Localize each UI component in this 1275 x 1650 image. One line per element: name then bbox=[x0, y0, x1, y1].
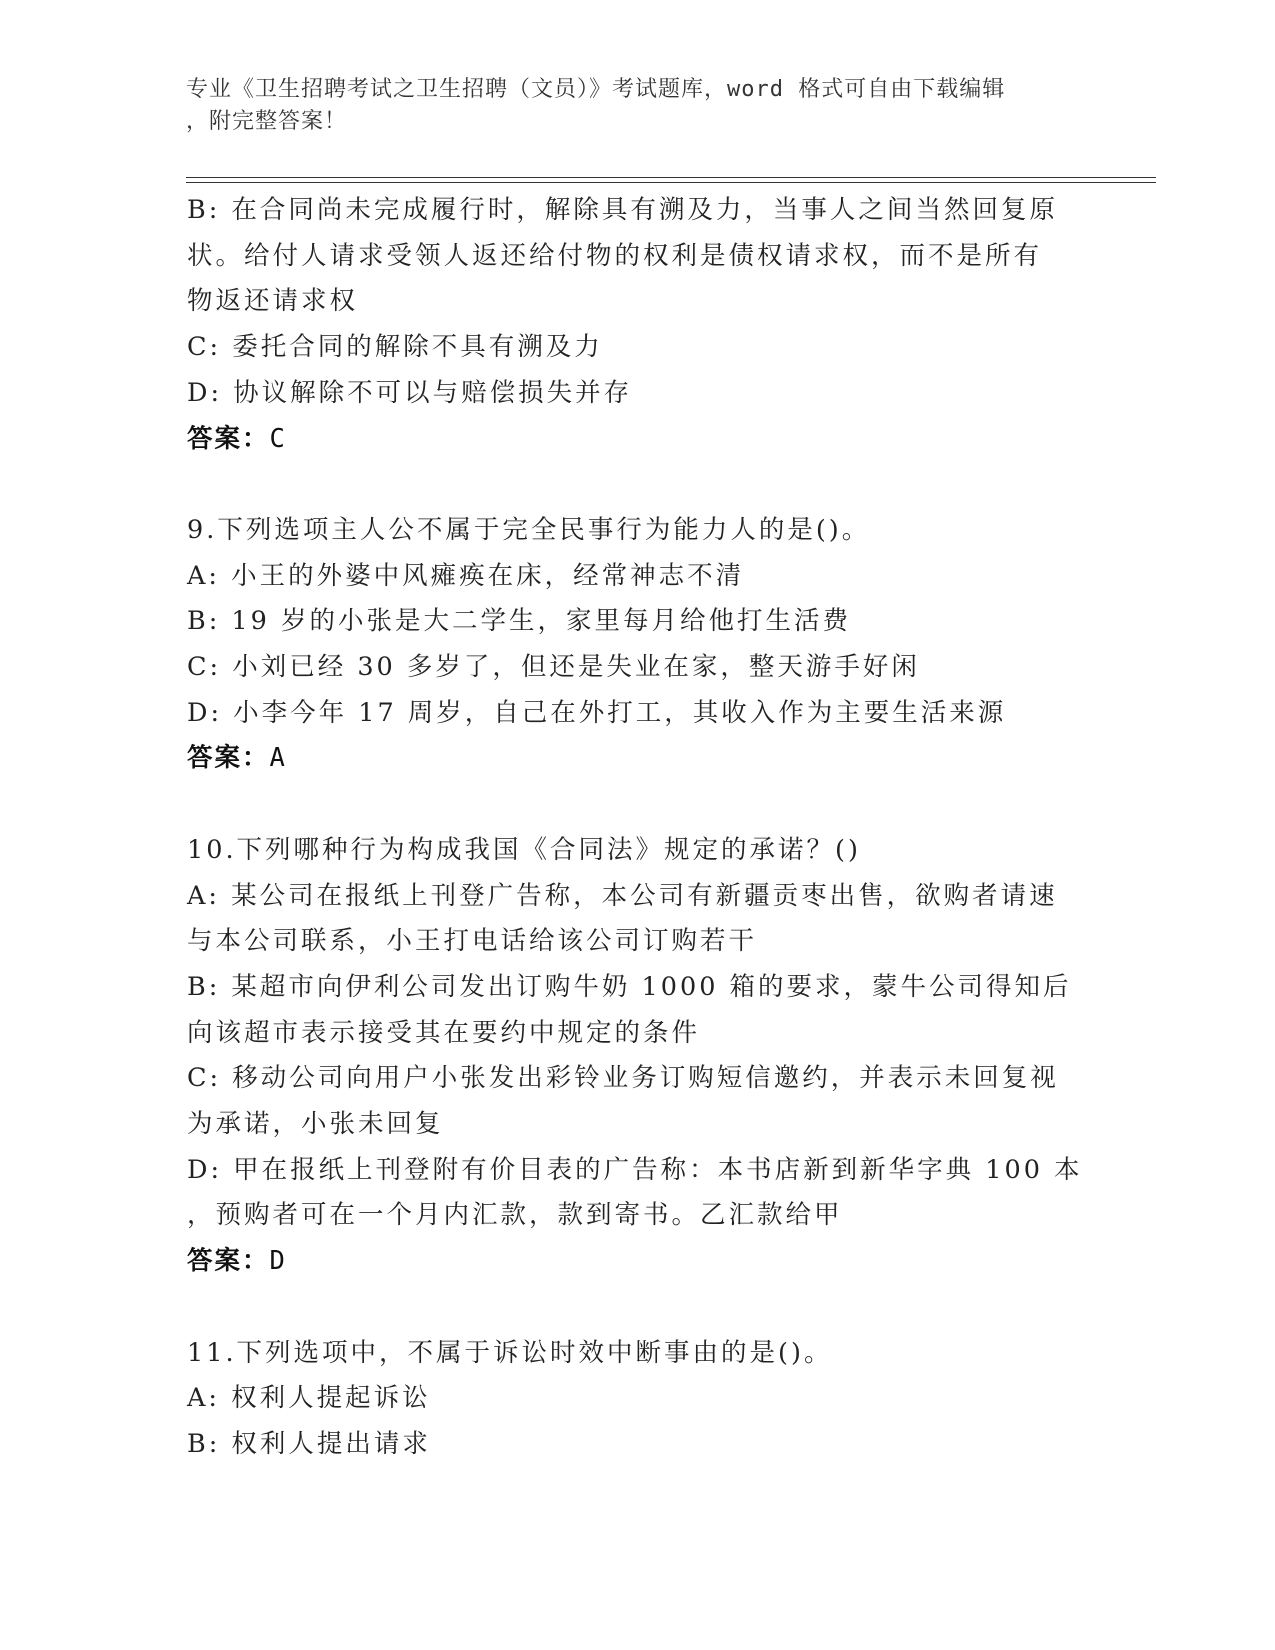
question-content bbox=[187, 188, 1087, 1468]
option-line: 状。给付人请求受领人返还给付物的权利是债权请求权，而不是所有 bbox=[187, 240, 1043, 271]
option-line: 为承诺，小张未回复 bbox=[187, 1109, 444, 1140]
header-line-2: ，附完整答案！ bbox=[186, 109, 348, 134]
question-stem: 11.下列选项中，不属于诉讼时效中断事由的是()。 bbox=[187, 1337, 833, 1368]
option-line: B: 权利人提出请求 bbox=[187, 1428, 431, 1459]
option-line: B: 在合同尚未完成履行时，解除具有溯及力，当事人之间当然回复原 bbox=[187, 195, 1058, 225]
header-line-1: 专业《卫生招聘考试之卫生招聘（文员）》考试题库，word 格式可自由下载编辑 bbox=[186, 77, 1006, 102]
option-line: D: 协议解除不可以与赔偿损失并存 bbox=[187, 377, 633, 408]
option-line: 与本公司联系，小王打电话给该公司订购若干 bbox=[187, 926, 758, 957]
answer-label: 答案： bbox=[187, 1246, 270, 1277]
answer-line bbox=[187, 417, 1087, 463]
question-stem: 9.下列选项主人公不属于完全民事行为能力人的是()。 bbox=[187, 514, 871, 545]
question-9 bbox=[187, 508, 1087, 782]
option-line: ，预购者可在一个月内汇款，款到寄书。乙汇款给甲 bbox=[187, 1200, 843, 1231]
option-line: D: 小李今年 17 周岁，自己在外打工，其收入作为主要生活来源 bbox=[187, 697, 1007, 728]
option-line: A: 小王的外婆中风瘫痪在床，经常神志不清 bbox=[187, 560, 745, 591]
option-line: B: 19 岁的小张是大二学生，家里每月给他打生活费 bbox=[187, 606, 851, 637]
answer-value: A bbox=[269, 743, 287, 774]
option-line: C: 小刘已经 30 多岁了，但还是失业在家，整天游手好闲 bbox=[187, 652, 920, 683]
answer-value: C bbox=[269, 423, 287, 454]
option-line: B: 某超市向伊利公司发出订购牛奶 1000 箱的要求，蒙牛公司得知后 bbox=[187, 971, 1072, 1002]
spacer bbox=[187, 782, 1087, 828]
header-divider-bottom bbox=[186, 182, 1156, 183]
question-stem: 10.下列哪种行为构成我国《合同法》规定的承诺？() bbox=[187, 834, 861, 865]
answer-label: 答案： bbox=[187, 743, 270, 774]
option-line: D: 甲在报纸上刊登附有价目表的广告称：本书店新到新华字典 100 本 bbox=[187, 1154, 1083, 1185]
header-divider-top bbox=[186, 177, 1156, 178]
option-line: C: 移动公司向用户小张发出彩铃业务订购短信邀约，并表示未回复视 bbox=[187, 1063, 1059, 1094]
answer-line bbox=[187, 736, 1087, 782]
option-line: C: 委托合同的解除不具有溯及力 bbox=[187, 332, 603, 363]
document-header bbox=[186, 74, 1086, 138]
option-line: 向该超市表示接受其在要约中规定的条件 bbox=[187, 1017, 701, 1048]
question-8-continued bbox=[187, 188, 1087, 462]
option-line: A: 某公司在报纸上刊登广告称，本公司有新疆贡枣出售，欲购者请速 bbox=[187, 880, 1058, 911]
answer-label: 答案： bbox=[187, 423, 270, 454]
question-10 bbox=[187, 828, 1087, 1285]
option-line: A: 权利人提起诉讼 bbox=[187, 1383, 431, 1414]
answer-line bbox=[187, 1239, 1087, 1285]
option-line: 物返还请求权 bbox=[187, 286, 359, 317]
question-11 bbox=[187, 1331, 1087, 1468]
spacer bbox=[187, 1285, 1087, 1331]
answer-value: D bbox=[269, 1246, 287, 1277]
spacer bbox=[187, 462, 1087, 508]
